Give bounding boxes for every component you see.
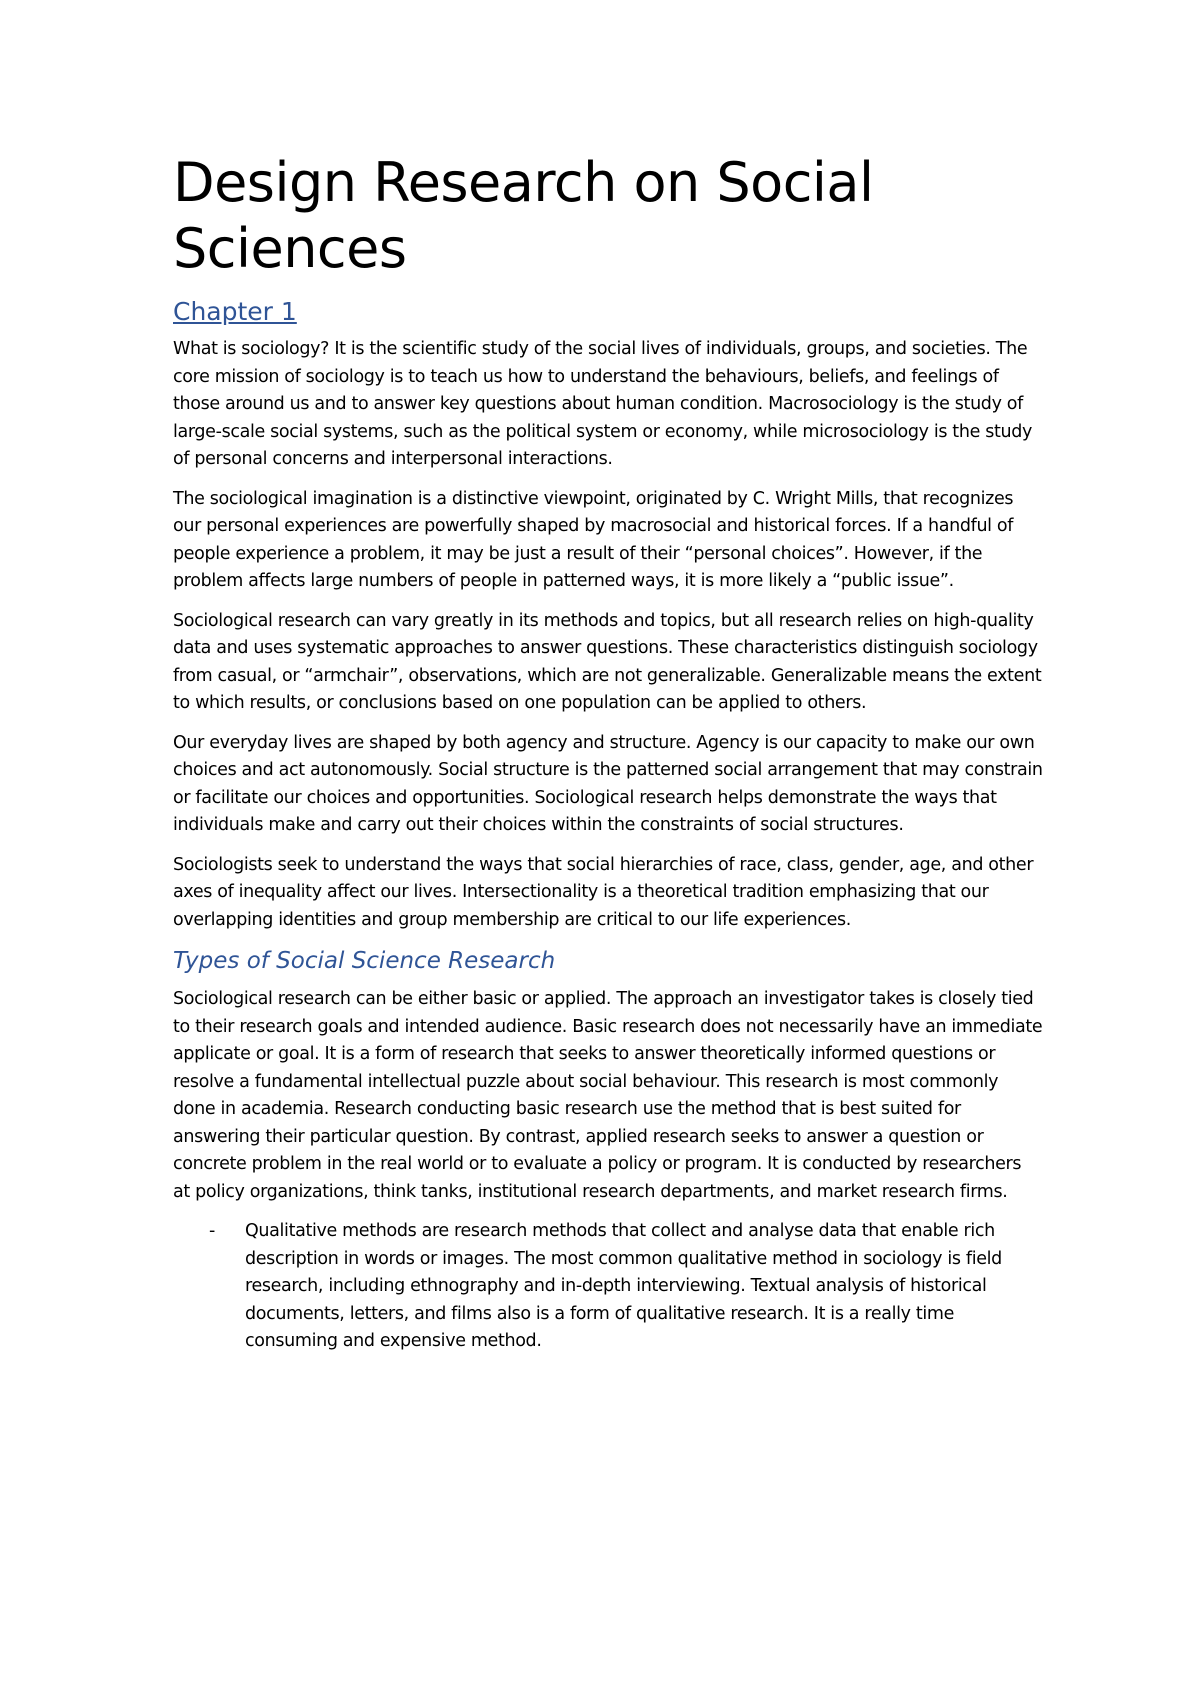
bullet-list — [173, 1218, 1043, 1356]
paragraph-intersectionality: Sociologists seek to understand the ways that social hierarchies of race, class, gender, age, and other axes of inequality affect our lives. Intersectionality is a theoretical tradition emphasizing that our overlapping identities and group membership are critical to our life experiences. — [173, 854, 1034, 930]
document-title: Design Research on Social Sciences — [173, 151, 874, 280]
bullet-dash-icon: - — [209, 1221, 215, 1241]
paragraph-sociological-research: Sociological research can vary greatly in its methods and topics, but all research relies on high-quality data and uses systematic approaches to answer questions. These characteristics distinguish sociology from casual, or “armchair”, observations, which are not generalizable. Generalizable means the extent to which results, or conclusions based on one population can be applied to others. — [173, 610, 1042, 713]
document-page — [173, 150, 1043, 1356]
paragraph-sociology-definition: What is sociology? It is the scientific study of the social lives of individuals, groups, and societies. The core mission of sociology is to teach us how to understand the behaviours, beliefs, and feelings of those around us and to answer key questions about human condition. Macrosociology is the study of large-scale social systems, such as the political system or economy, while microsociology is the study of personal concerns and interpersonal interactions. — [173, 339, 1032, 469]
chapter-heading: Chapter 1 — [173, 297, 297, 326]
paragraph-basic-applied-research: Sociological research can be either basic or applied. The approach an investigator takes is closely tied to their research goals and intended audience. Basic research does not necessarily have an immediate applicate or goal. It is a form of research that seeks to answer theoretically informed questions or resolve a fundamental intellectual puzzle about social behaviour. This research is most commonly done in academia. Research conducting basic research use the method that is best suited for answering their particular question. By contrast, applied research seeks to answer a question or concrete problem in the real world or to evaluate a policy or program. It is conducted by researchers at policy organizations, think tanks, institutional research departments, and market research firms. — [173, 989, 1043, 1202]
list-item — [173, 1218, 1043, 1356]
bullet-text-qualitative-methods: Qualitative methods are research methods that collect and analyse data that enable rich description in words or images. The most common qualitative method in sociology is field research, including ethnography and in-depth interviewing. Textual analysis of historical documents, letters, and films also is a form of qualitative research. It is a really time consuming and expensive method. — [245, 1221, 1002, 1351]
paragraph-agency-structure: Our everyday lives are shaped by both agency and structure. Agency is our capacity to make our own choices and act autonomously. Social structure is the patterned social arrangement that may constrain or facilitate our choices and opportunities. Sociological research helps demonstrate the ways that individuals make and carry out their choices within the constraints of social structures. — [173, 732, 1043, 835]
section-heading-research-types: Types of Social Science Research — [173, 948, 556, 974]
paragraph-sociological-imagination: The sociological imagination is a distinctive viewpoint, originated by C. Wright Mills, that recognizes our personal experiences are powerfully shaped by macrosocial and historical forces. If a handful of people experience a problem, it may be just a result of their “personal choices”. However, if the problem affects large numbers of people in patterned ways, it is more likely a “public issue”. — [173, 488, 1014, 591]
